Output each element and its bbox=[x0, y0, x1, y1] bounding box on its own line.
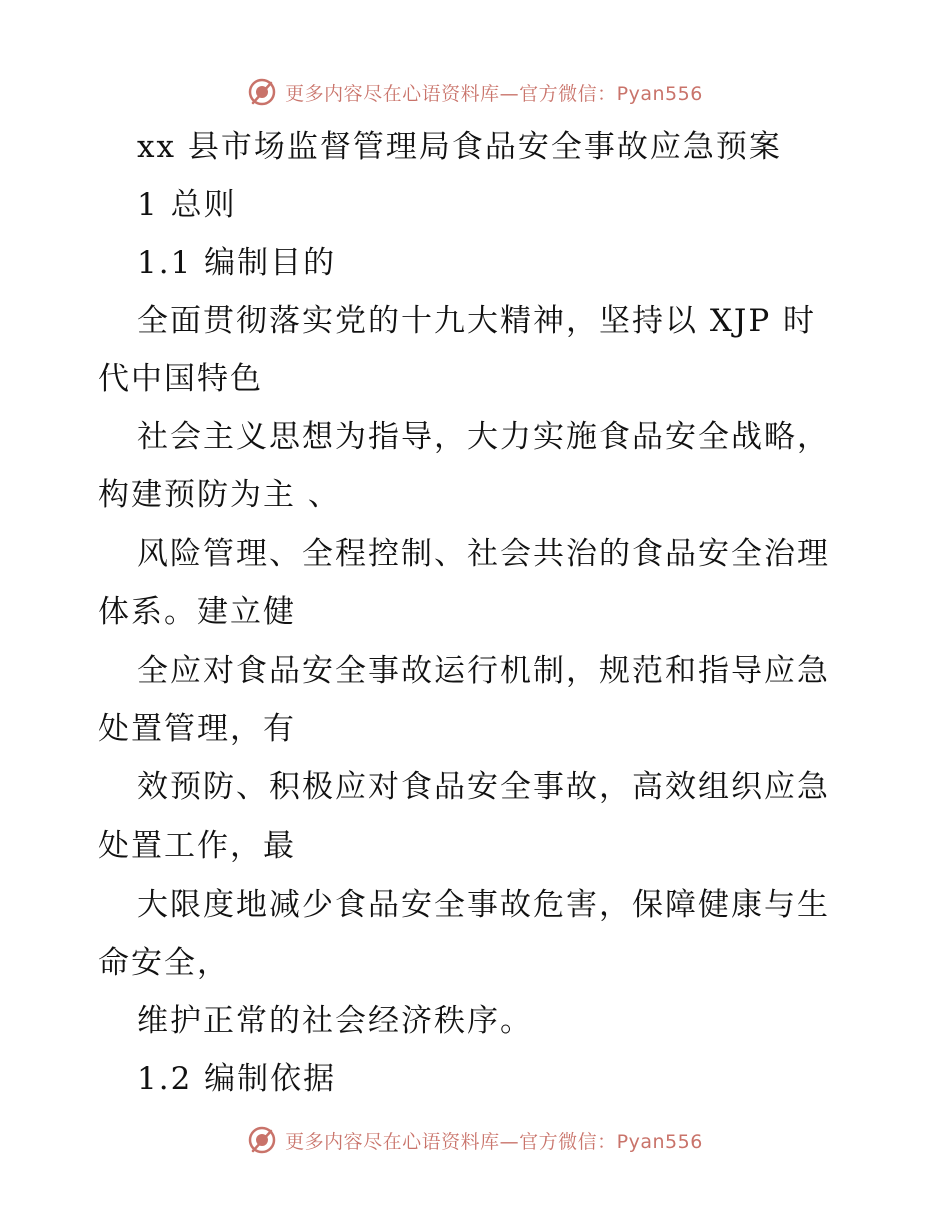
watermark-text: 更多内容尽在心语资料库—官方微信：Pyan556 bbox=[285, 82, 703, 105]
paragraph-line: 命安全， bbox=[98, 945, 230, 981]
paragraph-line: 风险管理、全程控制、社会共治的食品安全治理 bbox=[137, 536, 830, 572]
paragraph-line: 体系。建立健 bbox=[98, 594, 296, 630]
paragraph-line: 全应对食品安全事故运行机制，规范和指导应急 bbox=[137, 653, 830, 689]
paragraph-line: 处置工作，最 bbox=[98, 828, 296, 864]
paragraph-line: 构建预防为主 、 bbox=[98, 477, 341, 513]
header-watermark bbox=[0, 72, 950, 112]
document-title: xx 县市场监督管理局食品安全事故应急预案 bbox=[137, 129, 782, 165]
paragraph-line: 处置管理，有 bbox=[98, 711, 296, 747]
subsection-heading: 1.1 编制目的 bbox=[137, 245, 337, 281]
paragraph-line: 社会主义思想为指导，大力实施食品安全战略， bbox=[137, 419, 830, 455]
quill-seal-icon bbox=[247, 77, 277, 107]
footer-watermark bbox=[0, 1120, 950, 1160]
paragraph-line: 全面贯彻落实党的十九大精神，坚持以 XJP 时 bbox=[137, 303, 817, 339]
quill-seal-icon bbox=[247, 1125, 277, 1155]
watermark-text: 更多内容尽在心语资料库—官方微信：Pyan556 bbox=[285, 1130, 703, 1153]
paragraph-line: 维护正常的社会经济秩序。 bbox=[137, 1003, 533, 1039]
paragraph-line: 效预防、积极应对食品安全事故，高效组织应急 bbox=[137, 769, 830, 805]
section-heading: 1 总则 bbox=[137, 187, 237, 223]
paragraph-line: 大限度地减少食品安全事故危害，保障健康与生 bbox=[137, 887, 830, 923]
paragraph-line: 代中国特色 bbox=[98, 361, 263, 397]
subsection-heading: 1.2 编制依据 bbox=[137, 1061, 337, 1097]
